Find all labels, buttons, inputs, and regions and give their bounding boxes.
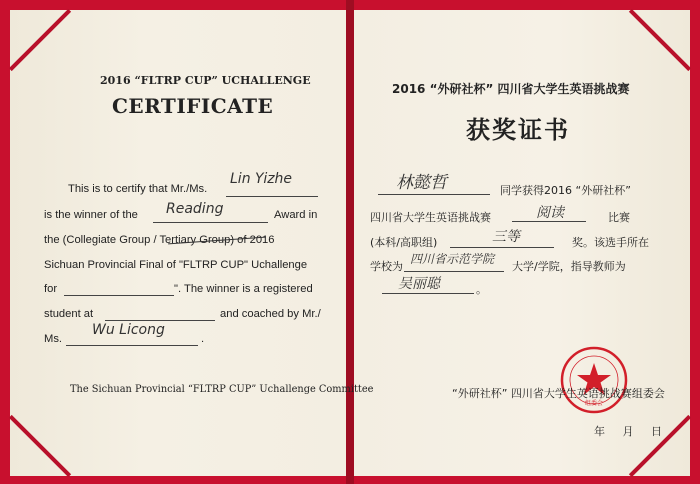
cn-line3b: 奖。该选手所在 xyxy=(572,236,649,249)
final-text: Sichuan Provincial Final of "FLTRP CUP" Uchallenge xyxy=(44,259,308,271)
chinese-title: 获奖证书 xyxy=(466,116,570,144)
group-text: the (Collegiate Group / Tertiary Group) of 2016 xyxy=(44,234,275,246)
handwritten-coach: Wu Licong xyxy=(92,322,165,338)
cn-line1: 同学获得2016 “外研社杯” xyxy=(500,184,631,197)
ms-text: Ms. xyxy=(44,333,63,345)
registered-text: ". The winner is a registered xyxy=(174,283,313,295)
seal-bottom-text: 组委会 xyxy=(584,400,604,407)
coached-by-text: and coached by Mr./ xyxy=(220,308,321,320)
award-blank-line xyxy=(153,222,268,223)
chinese-committee: “外研社杯” 四川省大学生英语挑战赛组委会 xyxy=(452,387,665,400)
cn-school-blank-line xyxy=(404,271,504,272)
cn-handwritten-school: 四川省示范学院 xyxy=(410,252,495,266)
cn-line4b: 大学/学院，指导教师为 xyxy=(512,260,626,273)
cn-handwritten-teacher: 吴丽聪 xyxy=(398,276,440,292)
coach-blank-line xyxy=(66,345,198,346)
cn-handwritten-name: 林懿哲 xyxy=(396,173,447,193)
cn-teacher-blank-line xyxy=(382,293,474,294)
cn-handwritten-event: 阅读 xyxy=(536,205,564,221)
for-text: for xyxy=(44,283,58,295)
handwritten-award: Reading xyxy=(166,201,224,217)
cn-line3a: (本科/高职组) xyxy=(370,236,438,249)
cn-line2b: 比赛 xyxy=(608,211,630,224)
cn-line5-period: 。 xyxy=(476,283,487,296)
cn-handwritten-prize: 三等 xyxy=(492,229,520,245)
certify-text: This is to certify that Mr./Ms. xyxy=(68,183,208,195)
award-in-text: Award in xyxy=(274,209,318,221)
student-at-text: student at xyxy=(44,308,94,320)
handwritten-name: Lin Yizhe xyxy=(230,171,293,187)
corner-ribbon-top-right xyxy=(630,10,690,70)
cn-line2a: 四川省大学生英语挑战赛 xyxy=(370,211,491,224)
for-blank-line xyxy=(64,295,174,296)
cn-name-blank-line xyxy=(378,194,490,195)
school-blank-line xyxy=(105,320,215,321)
corner-ribbon-bottom-left xyxy=(10,416,70,476)
cn-line4a: 学校为 xyxy=(370,260,403,273)
date-line: 年 月 日 xyxy=(594,425,662,438)
committee-seal xyxy=(559,345,629,415)
period-text: . xyxy=(201,333,205,345)
english-header: 2016 “FLTRP CUP” UCHALLENGE xyxy=(100,74,311,87)
chinese-header: 2016 “外研社杯” 四川省大学生英语挑战赛 xyxy=(392,82,630,96)
english-committee: The Sichuan Provincial “FLTRP CUP” Uchallenge Committee xyxy=(70,384,374,395)
corner-ribbon-top-left xyxy=(10,10,70,70)
cn-prize-blank-line xyxy=(450,247,554,248)
winner-text: is the winner of the xyxy=(44,209,138,221)
english-title: CERTIFICATE xyxy=(112,94,274,118)
book-spine xyxy=(346,0,354,484)
name-blank-line xyxy=(226,196,318,197)
